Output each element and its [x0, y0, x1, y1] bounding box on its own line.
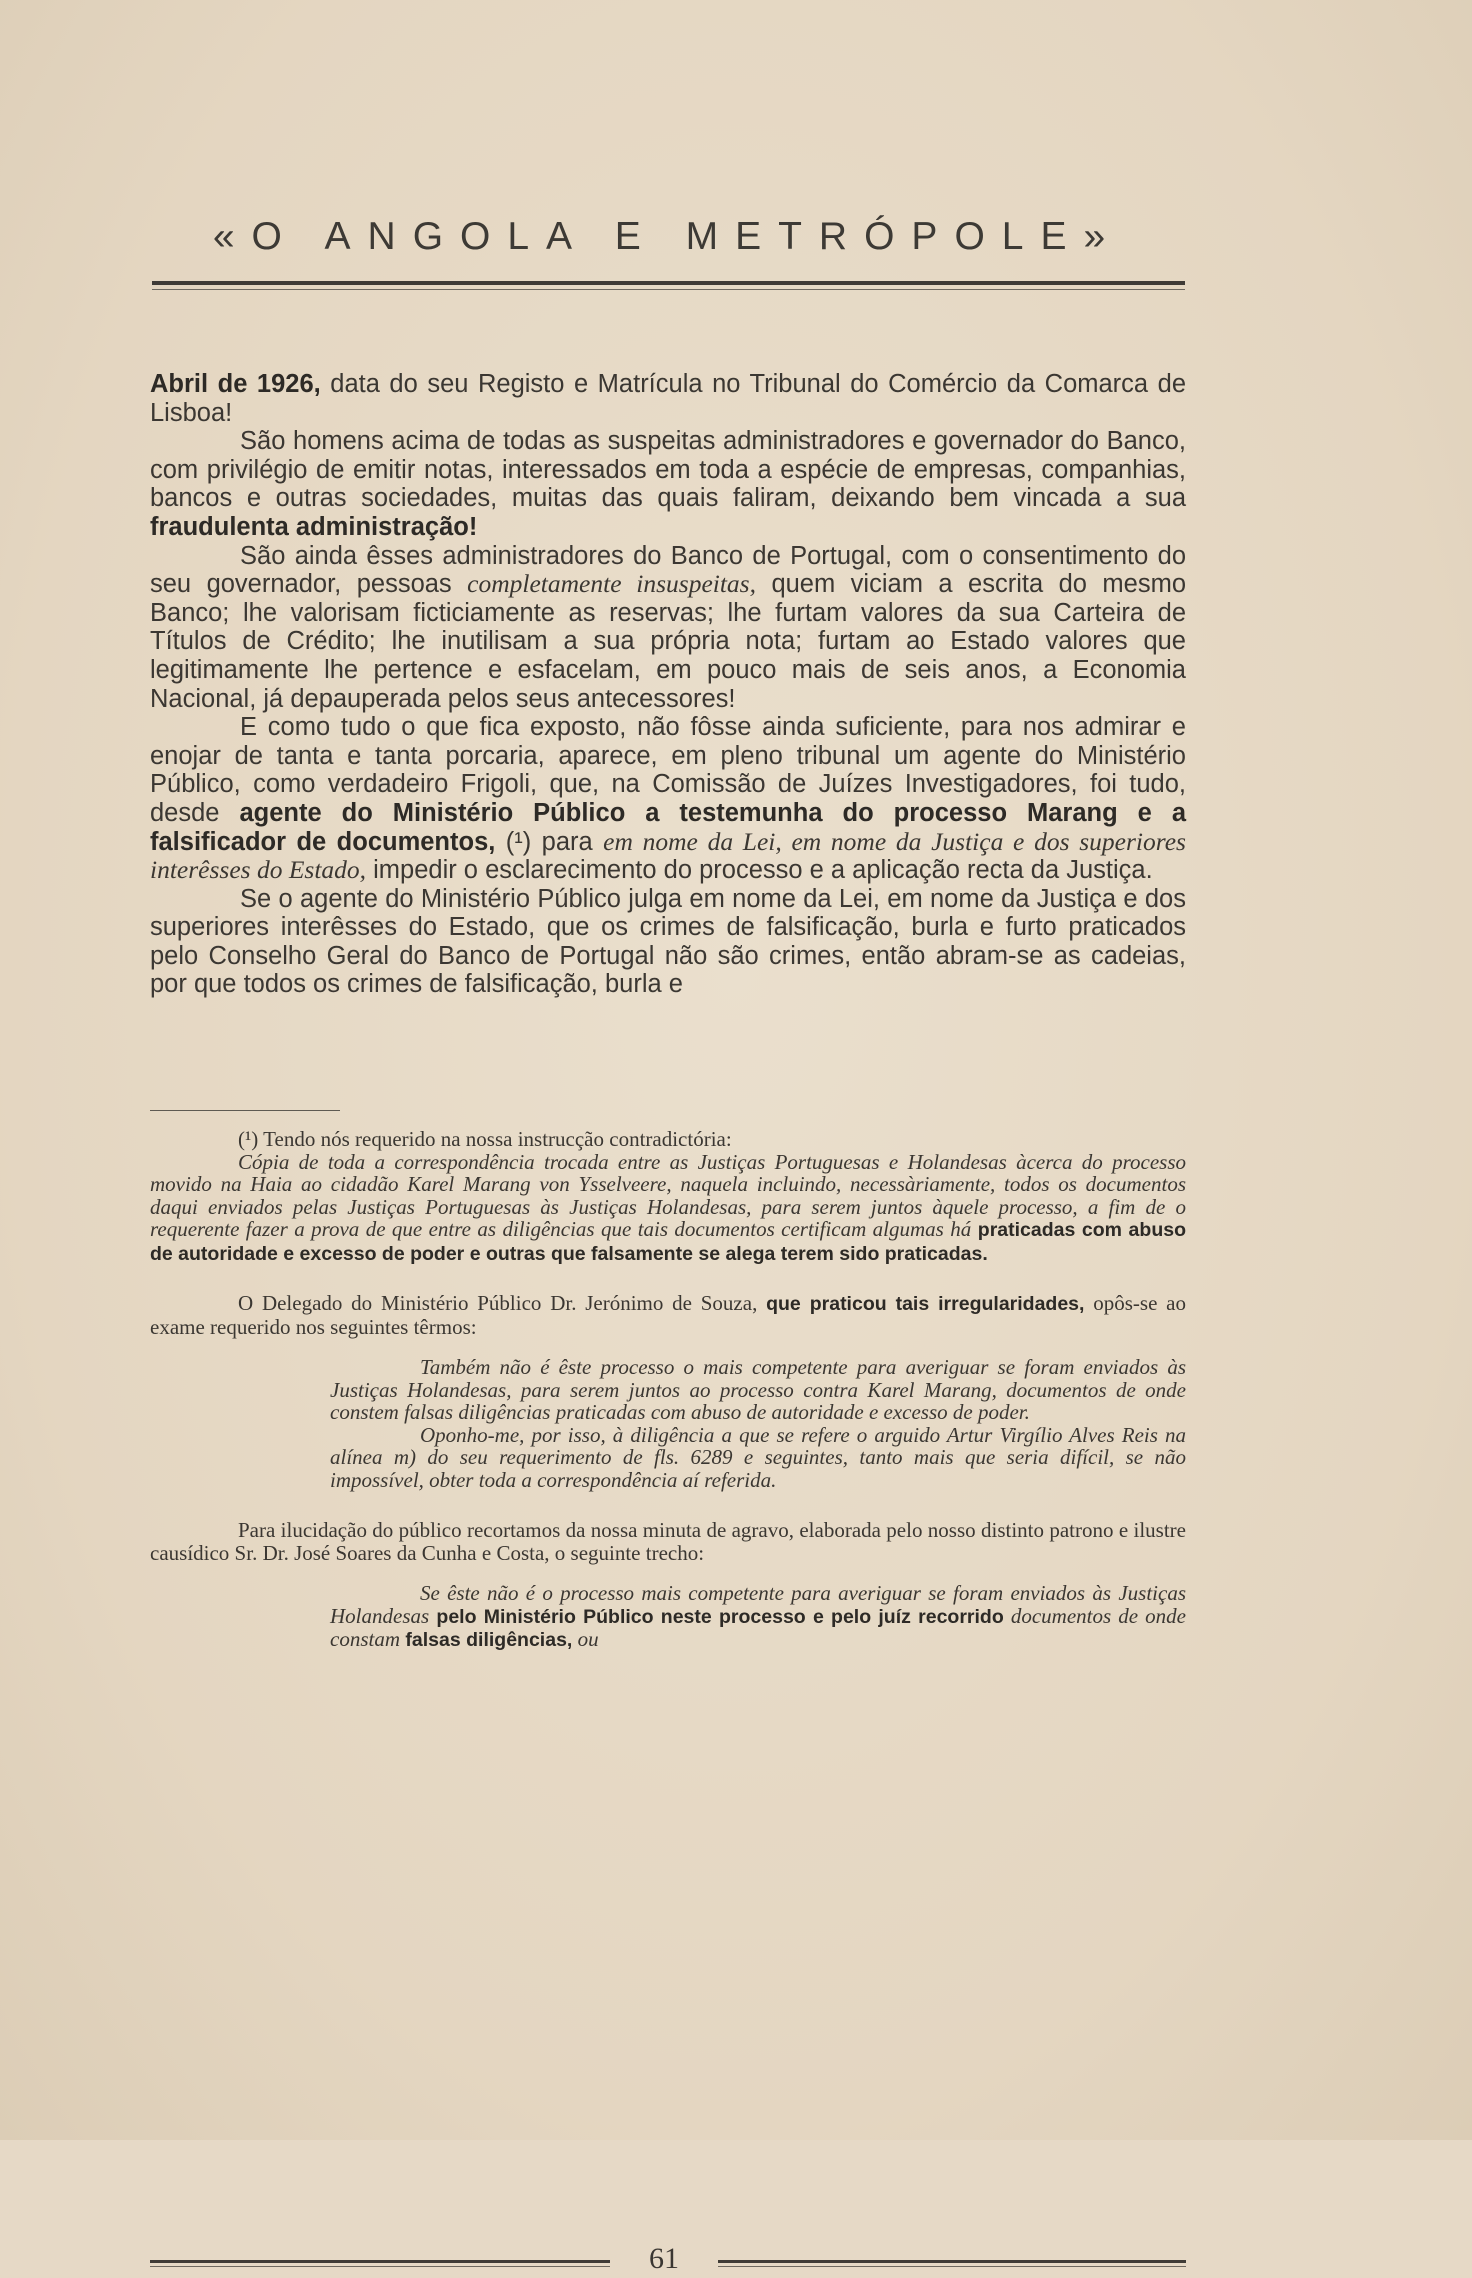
header-rule — [152, 281, 1185, 285]
emphasis: fraudulenta administração! — [150, 512, 478, 541]
emphasis: falsas diligências, — [400, 1629, 573, 1651]
page-footer — [150, 2242, 1186, 2278]
header-rule-thin — [152, 289, 1185, 290]
paragraph-1 — [150, 370, 1186, 427]
footer-rule-right — [718, 2260, 1186, 2263]
italic-span: Também não é êste processo o mais competente para averiguar se foram enviados às Justiças Holandesas, para serem juntos ao processo contra Karel Marang, documentos de onde constem falsas diligências praticadas com abuso de autoridade e excesso de poder. — [330, 1355, 1186, 1424]
italic-span: documentos de onde constam — [330, 1603, 1186, 1651]
italic-span: em nome da Lei, em nome da Justiça e dos superiores interêsses do Estado, — [150, 826, 1186, 885]
quote-2 — [330, 1424, 1186, 1492]
emphasis-date: Abril de 1926, — [150, 370, 321, 398]
paragraph-3 — [150, 542, 1186, 714]
footnote-rule — [150, 1110, 340, 1111]
running-header: «O ANGOLA E METRÓPOLE» — [212, 215, 1123, 258]
text-span: data do seu Registo e Matrícula no Tribunal do Comércio da Comarca de Lisboa! — [150, 370, 1187, 427]
text-span: E como tudo o que fica exposto, não fôsse ainda suficiente, para nos admirar e enojar de tanta e tanta porcaria, aparece, em pleno tribunal um agente do Ministério Público, como verdadeiro Frigoli, que, na Comissão de Juízes Investigadores, foi tudo, desde — [150, 713, 1186, 827]
footer-rule-right-thin — [718, 2266, 1186, 2267]
quote-1 — [330, 1356, 1186, 1424]
italic-span: completamente insuspeitas, — [467, 569, 756, 599]
footer-rule-left-thin — [150, 2266, 610, 2267]
italic-span: Se êste não é o processo mais competente para averiguar se foram enviados às Justiças Holandesas — [330, 1581, 1186, 1628]
italic-span: Cópia de toda a correspondência trocada entre as Justiças Portuguesas e Holandesas àcerca do processo movido na Haia ao cidadão Karel Marang von Ysselveere, naquela incluindo, necessàriamente, todos os documentos daqui enviados pelas Justiças Portuguesas às Justiças Holandesas, para serem juntos àquele processo, a fim de o requerente fazer a prova de que entre as diligências que tais documentos certificam algumas há — [150, 1149, 1186, 1241]
italic-span: ou — [572, 1627, 599, 1651]
footnote-1-body — [150, 1151, 1186, 1266]
paragraph-2 — [150, 427, 1186, 541]
footnotes — [150, 1128, 1186, 1652]
footnote-3: Para ilucidação do público recortamos da nossa minuta de agravo, elaborada pelo nosso distinto patrono e ilustre causídico Sr. Dr. José Soares da Cunha e Costa, o seguinte trecho: — [150, 1518, 1186, 1565]
text-span: São ainda êsses administradores do Banco de Portugal, com o consentimento do seu governador, pessoas — [150, 541, 1186, 599]
text-span: São homens acima de todas as suspeitas administradores e governador do Banco, com privilégio de emitir notas, interessados em toda a espécie de empresas, companhias, bancos e outras sociedades, muitas das quais faliram, deixando bem vincada a sua — [150, 427, 1186, 513]
text-span: impedir o esclarecimento do processo e a aplicação recta da Justiça. — [366, 856, 1153, 885]
paragraph-4 — [150, 713, 1186, 885]
footnote-ref: (¹) para — [495, 827, 604, 856]
text-span: O Delegado do Ministério Público Dr. Jerónimo de Souza, — [238, 1291, 767, 1315]
footnote-2 — [150, 1292, 1186, 1338]
footer-rule-left — [150, 2260, 610, 2263]
emphasis: agente do Ministério Público a testemunha do processo Marang e a falsificador de documentos, — [150, 798, 1186, 856]
main-text — [150, 370, 1186, 999]
italic-span: Oponho-me, por isso, à diligência a que se refere o arguido Artur Virgílio Alves Reis na alínea m) do seu requerimento de fls. 6289 e seguintes, tanto mais que seria difícil, se não impossível, obter toda a correspondência aí referida. — [330, 1422, 1186, 1492]
footnote-1-intro: (¹) Tendo nós requerido na nossa instrucção contradictória: — [238, 1127, 732, 1151]
emphasis: praticadas com abuso de autoridade e excesso de poder e outras que falsamente se alega terem sido praticadas. — [150, 1219, 1186, 1265]
text-span: opôs-se ao exame requerido nos seguintes têrmos: — [150, 1291, 1186, 1339]
paragraph-5: Se o agente do Ministério Público julga em nome da Lei, em nome da Justiça e dos superiores interêsses do Estado, que os crimes de falsificação, burla e furto praticados pelo Conselho Geral do Banco de Portugal não são crimes, então abram-se as cadeias, por que todos os crimes de falsificação, burla e — [150, 884, 1186, 999]
page-number: 61 — [649, 2242, 679, 2275]
emphasis: que praticou tais irregularidades, — [766, 1293, 1085, 1315]
quote-3 — [330, 1582, 1186, 1652]
emphasis: pelo Ministério Público neste processo e pelo juíz recorrido — [429, 1605, 1004, 1628]
text-span: quem viciam a escrita do mesmo Banco; lhe valorisam ficticiamente as reservas; lhe furtam valores da sua Carteira de Títulos de Crédito; lhe inutilisam a sua própria nota; furtam ao Estado valores que legitimamente lhe pertence e esfacelam, em pouco mais de seis anos, a Economia Nacional, já depauperada pelos seus antecessores! — [150, 570, 1187, 713]
